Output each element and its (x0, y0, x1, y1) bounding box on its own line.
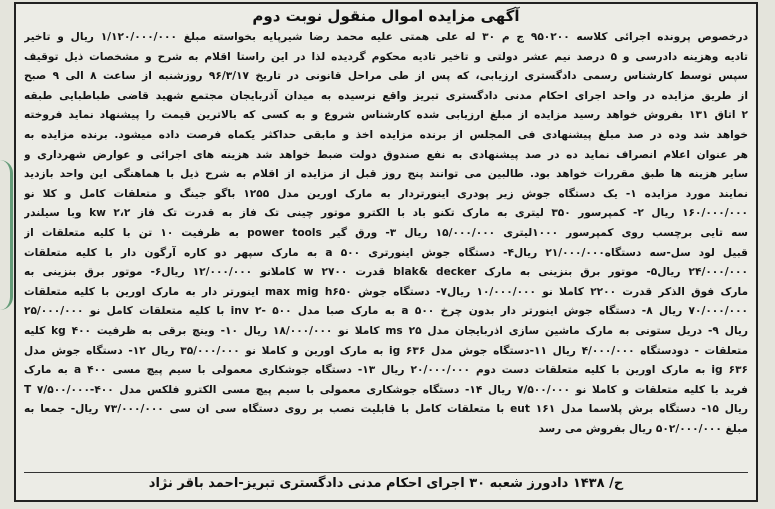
body-line: ۲ اتاق ۱۳۱ بفروش خواهد رسید مزایده از مبلغ ارزیابی شده کارشناس شروع و به کسی که بالاترین قیمت را پیشنهاد نماید فروخته (24, 109, 748, 122)
body-line: درخصوص پرونده اجرائی کلاسه ۹۵۰۲۰۰ ج م ۳۰ له علی همتی علیه محمد رضا شیرپایه بخواسته مبلغ ۱/۱۲۰/۰۰۰/۰۰۰ ریال و تاخیر (24, 31, 748, 43)
body-line: هر عنوان اعلام انصراف نماید ده در صد پیشنهادی به نفع صندوق دولت ضبط خواهد شد هزینه های اجرائی و عوارض شهرداری و (24, 148, 748, 161)
body-line: ig ۶۳۶ به مارک اورین با کلیه متعلقات دست دوم ۲۰/۰۰۰/۰۰۰ ریال ۱۳- دستگاه جوشکاری معمولی با سیم پیچ مسی a ۴۰۰ به مارک (24, 364, 748, 377)
body-line: ریال ۹- دریل ستونی به مارک ماشین سازی اذربایجان مدل ms ۲۵ کاملا نو ۱۸/۰۰۰/۰۰۰ ریال ۱۰- وینچ برقی به ظرفیت kg ۴۰۰ کلیه (24, 324, 748, 337)
notice-signature: ح/ ۱۴۳۸ دادورز شعبه ۳۰ اجرای احکام مدنی دادگستری تبریز-احمد باقر نژاد (148, 476, 624, 491)
body-line: تادیه وهزینه دادرسی و ۵ درصد نیم عشر دولتی و تاخیر تادیه محکوم گردیده لذا در این راستا اقلام به شرح و مشخصات ذیل توقیف (24, 50, 748, 63)
body-line: ۷۰/۰۰۰/۰۰۰ ریال ۸- دستگاه جوش اینورتر دار بدون چرخ a ۵۰۰ به مارک صبا مدل ۵۰۰ -inv ۲ با کلیه متعلقات کامل نو ۲۵/۰۰۰/۰۰۰ (24, 305, 748, 318)
body-line: ۲۴/۰۰۰/۰۰۰ ریال۵- موتور برق بنزینی به مارک blak& decker قدرت w ۲۷۰۰ کاملانو ۱۲/۰۰۰/۰۰۰ ریال۶- موتور برق بنزینی به (24, 266, 748, 279)
body-line: مبلغ ۵۰۲/۰۰۰/۰۰۰ ریال بفروش می رسد (538, 422, 748, 435)
body-line: فرید با کلیه متعلقات و کاملا نو ۷/۵۰۰/۰۰۰ ریال ۱۴- دستگاه جوشکاری معمولی با سیم پیچ مسی الکترو فلکس مدل ۴۰۰-T ۷/۵۰۰/۰۰۰ (24, 383, 748, 396)
body-line: متعلقات - دودستگاه ۴/۰۰۰/۰۰۰ ریال ۱۱-دستگاه جوش مدل ig ۶۳۶ به مارک اورین و کاملا نو ۳۵/۰۰۰/۰۰۰ ریال ۱۲- دستگاه جوش مدل (24, 344, 748, 357)
body-line: خواهد شد وده در صد مبلغ پیشنهادی فی المجلس از برنده مزایده اخذ و مابقی حداکثر یکماه فرصت داده میشود. برنده مزایده به (24, 128, 748, 141)
footer-divider (24, 472, 748, 473)
notice-title: آگهی مزایده اموال منقول نوبت دوم (252, 7, 520, 25)
notice-frame (14, 2, 758, 502)
body-line: نمایند مورد مزایده ۱- یک دستگاه جوش زیر پودری اینورتردار به مارک اورین مدل ۱۲۵۵ باگو جینگ و متعلقات کامل و کلا نو (24, 187, 748, 200)
body-line: از طریق مزایده در واحد اجرای احکام مدنی دادگستری تبریز واقع نرسیده به میدان آذربایجان مجتمع شهید قاضی طباطبایی طبقه (24, 89, 748, 102)
body-line: سایر هزینه ها طبق مقررات خواهد بود. طالبین می توانند پنج روز قبل از مزایده از اقلام به شرح ذیل با هماهنگی این واحد بازدید (24, 168, 748, 181)
body-line: ۱۶۰/۰۰۰/۰۰۰ ریال ۲- کمپرسور ۳۵۰ لیتری به مارک تکنو باد با الکترو موتور چینی تک فاز به قدرت تک فاز kw ۲،۲ وبا سیلندر (24, 207, 748, 220)
body-line: مارک فوق الذکر قدرت ۲۲۰۰ کاملا نو ۱۰/۰۰۰/۰۰۰ ریال۷- دستگاه جوش max mig h۶۵۰ اینورتر دار به مارک اورین با کلیه متعلقات (24, 285, 748, 298)
body-line: ریال ۱۵- دستگاه برش پلاسما مدل eut ۱۶۱ با متعلقات کامل با قابلیت نصب بر روی دستگاه سی ان سی ۷۳/۰۰۰/۰۰۰ ریال- جمعا به (24, 403, 748, 416)
body-line: قبیل لود سل-سه دستگاه۲۱/۰۰۰/۰۰۰ ریال۴- دستگاه جوش اینورتری ۵۰۰ a به مارک سپهر دو کاره آرگون دار با کلیه متعلقات (24, 246, 748, 259)
notice-body (24, 28, 748, 439)
body-line: سپس توسط کارشناس رسمی دادگستری ارزیابی، که پس از طی مراحل قانونی در تاریخ ۹۶/۳/۱۷ روزشنبه از ساعت ۸ الی ۹ صبح (24, 70, 748, 83)
margin-ink-mark (0, 160, 13, 310)
body-line: سه تایی برچسب روی کمپرسور ۱۰۰۰لیتری ۱۵/۰۰۰/۰۰۰ ریال ۳- ورق گیر power tools به ظرفیت ۱۰ تن با کلیه متعلقات از (24, 226, 748, 239)
